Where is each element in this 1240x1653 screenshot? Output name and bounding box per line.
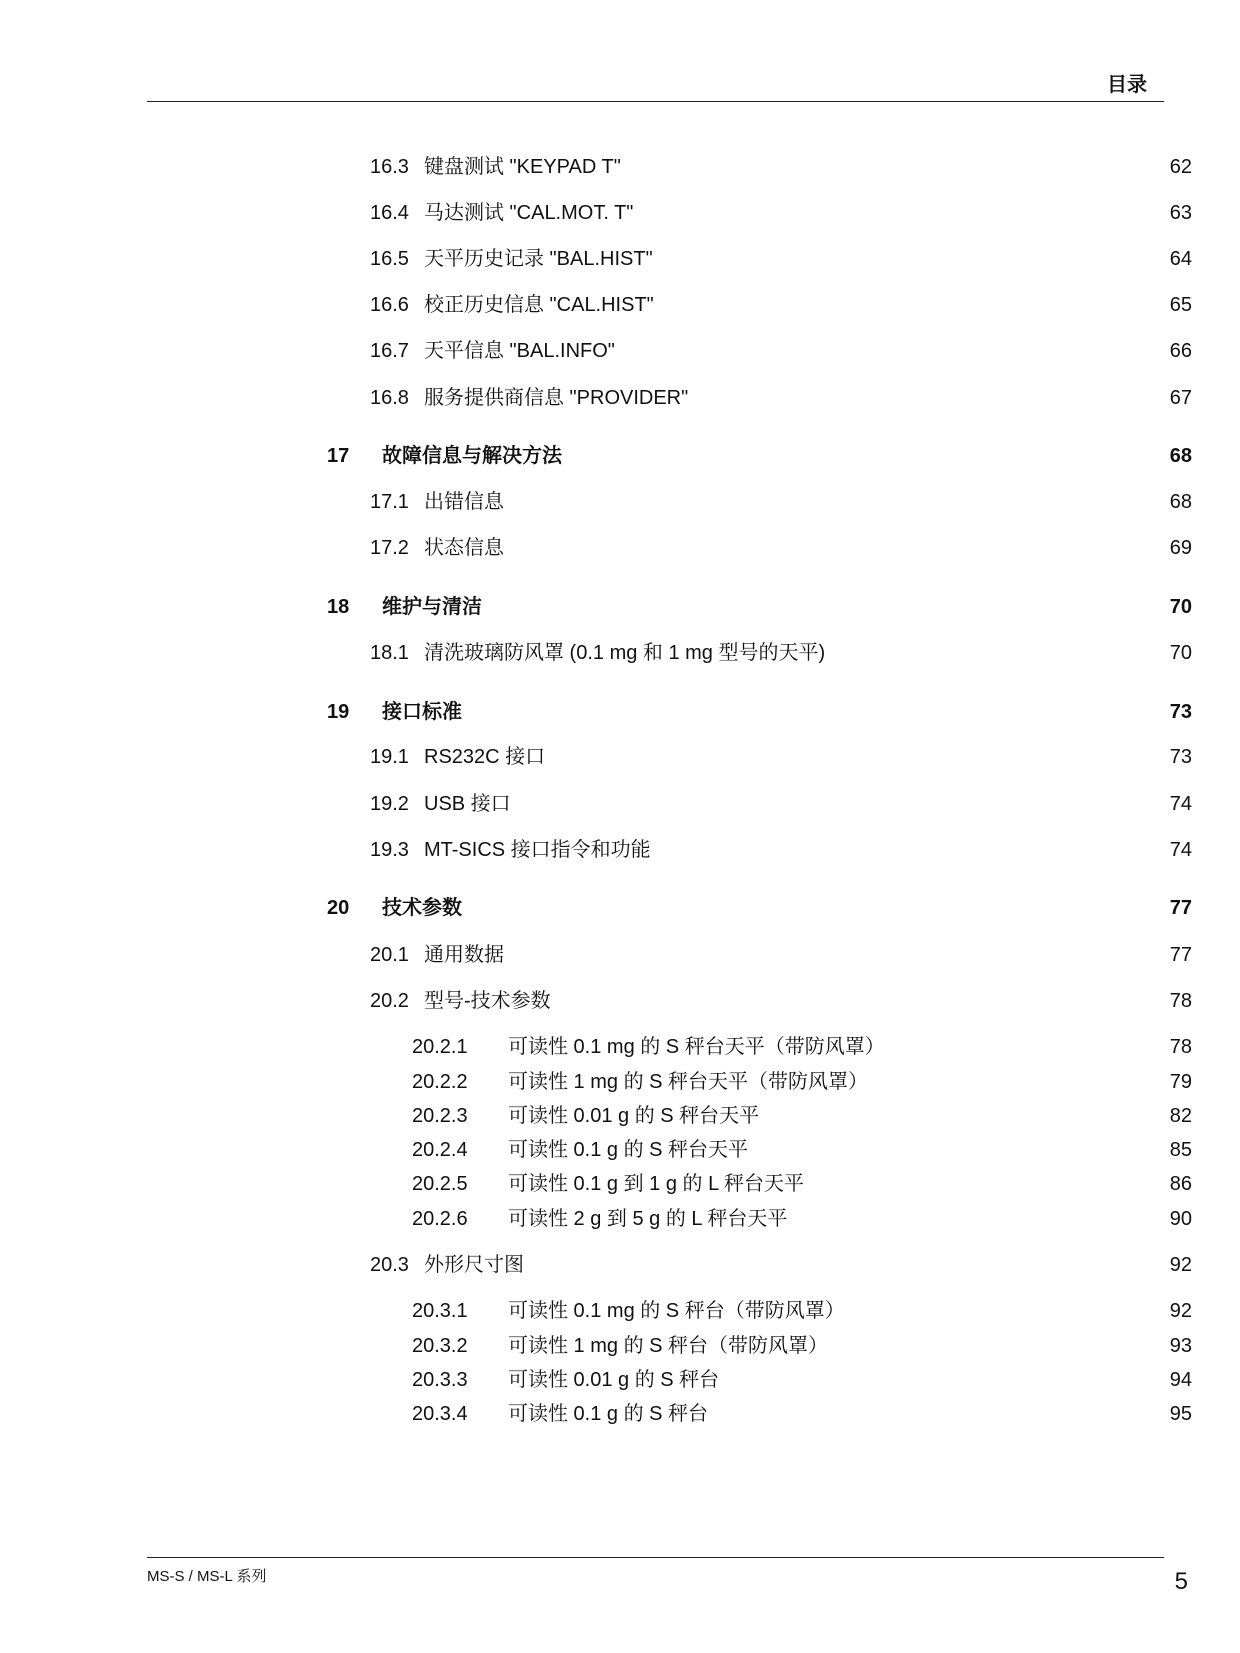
footer-series: MS-S / MS-L 系列 [147,1568,267,1585]
toc-entry-title: 状态信息 [424,537,504,559]
toc-entry-number: 20.2.6 [412,1208,468,1230]
toc-entry[interactable] [0,742,1240,772]
toc-entry-page: 86 [1169,1173,1192,1195]
toc-entry-page: 78 [1169,1036,1192,1058]
toc-entry[interactable] [0,244,1240,274]
toc-entry[interactable] [0,533,1240,563]
toc-entry-title: 故障信息与解决方法 [382,445,562,467]
toc-entry-page: 67 [1169,387,1192,409]
toc-entry-number: 17.2 [370,537,409,559]
toc-entry[interactable] [0,1250,1240,1280]
toc-entry-page: 62 [1169,156,1192,178]
toc-entry[interactable] [0,835,1240,865]
toc-entry-page: 82 [1169,1105,1192,1127]
toc-entry-page: 74 [1169,839,1192,861]
toc-entry-page: 73 [1169,746,1192,768]
toc-entry-number: 20.3.1 [412,1300,468,1322]
toc-entry[interactable] [0,441,1240,471]
toc-entry-title: 可读性 0.01 g 的 S 秤台天平 [508,1105,760,1127]
toc-entry-page: 94 [1169,1369,1192,1391]
toc-entry-number: 18 [327,596,350,618]
toc-entry-title: 可读性 0.01 g 的 S 秤台 [508,1369,720,1391]
toc-entry[interactable] [0,893,1240,923]
toc-entry-page: 70 [1169,596,1192,618]
toc-entry-number: 19.1 [370,746,409,768]
toc-entry-title: 清洗玻璃防风罩 (0.1 mg 和 1 mg 型号的天平) [424,642,826,664]
toc-entry[interactable] [0,1169,1240,1199]
toc-entry-number: 20.2.2 [412,1071,468,1093]
toc-entry-title: 马达测试 "CAL.MOT. T" [424,202,634,224]
toc-entry-title: 可读性 0.1 g 到 1 g 的 L 秤台天平 [508,1173,805,1195]
toc-entry-page: 69 [1169,537,1192,559]
toc-entry-number: 20.2.5 [412,1173,468,1195]
toc-entry-title: 可读性 1 mg 的 S 秤台（带防风罩） [508,1335,829,1357]
toc-entry-page: 64 [1169,248,1192,270]
toc-entry[interactable] [0,986,1240,1016]
toc-entry[interactable] [0,940,1240,970]
toc-entry-title: RS232C 接口 [424,746,546,768]
toc-entry[interactable] [0,383,1240,413]
toc-entry-title: 可读性 2 g 到 5 g 的 L 秤台天平 [508,1208,788,1230]
toc-entry-number: 20 [327,897,350,919]
toc-entry-number: 17 [327,445,350,467]
toc-entry-page: 65 [1169,294,1192,316]
footer-divider [147,1557,1164,1558]
toc-entry-title: 可读性 1 mg 的 S 秤台天平（带防风罩） [508,1071,869,1093]
toc-entry-page: 90 [1169,1208,1192,1230]
toc-entry-page: 77 [1169,897,1192,919]
toc-entry[interactable] [0,1296,1240,1326]
toc-entry-number: 20.2.1 [412,1036,468,1058]
toc-entry-page: 70 [1169,642,1192,664]
toc-entry-title: 出错信息 [424,491,504,513]
toc-entry-title: 可读性 0.1 g 的 S 秤台天平 [508,1139,749,1161]
toc-entry-title: 维护与清洁 [382,596,482,618]
toc-entry[interactable] [0,697,1240,727]
toc-entry-title: 校正历史信息 "CAL.HIST" [424,294,654,316]
toc-entry-number: 20.3.3 [412,1369,468,1391]
toc-entry[interactable] [0,1204,1240,1234]
toc-entry[interactable] [0,336,1240,366]
toc-entry-page: 95 [1169,1403,1192,1425]
toc-entry-number: 16.4 [370,202,409,224]
toc-entry-number: 20.2 [370,990,409,1012]
toc-entry-title: 天平历史记录 "BAL.HIST" [424,248,653,270]
toc-entry-title: 天平信息 "BAL.INFO" [424,340,615,362]
toc-entry-number: 16.3 [370,156,409,178]
toc-entry[interactable] [0,1067,1240,1097]
toc-entry-page: 92 [1169,1254,1192,1276]
toc-entry-number: 18.1 [370,642,409,664]
toc-entry-number: 16.8 [370,387,409,409]
toc-entry-title: 外形尺寸图 [424,1254,524,1276]
toc-entry-page: 78 [1169,990,1192,1012]
toc-entry[interactable] [0,152,1240,182]
toc-entry-title: 通用数据 [424,944,504,966]
header-divider [147,101,1164,102]
toc-entry-page: 93 [1169,1335,1192,1357]
toc-entry[interactable] [0,638,1240,668]
toc-entry[interactable] [0,592,1240,622]
toc-entry[interactable] [0,1101,1240,1131]
toc-entry[interactable] [0,198,1240,228]
toc-entry-page: 77 [1169,944,1192,966]
toc-entry[interactable] [0,290,1240,320]
toc-entry-title: 接口标准 [382,701,462,723]
toc-entry[interactable] [0,1032,1240,1062]
toc-entry[interactable] [0,487,1240,517]
toc-entry-number: 20.2.4 [412,1139,468,1161]
toc-entry-title: USB 接口 [424,793,511,815]
toc-entry-title: 可读性 0.1 mg 的 S 秤台（带防风罩） [508,1300,845,1322]
toc-entry-number: 16.6 [370,294,409,316]
toc-entry-number: 20.3 [370,1254,409,1276]
toc-entry-page: 66 [1169,340,1192,362]
toc-entry[interactable] [0,1399,1240,1429]
toc-entry-number: 19.3 [370,839,409,861]
toc-entry-title: 可读性 0.1 g 的 S 秤台 [508,1403,709,1425]
toc-entry-title: MT-SICS 接口指令和功能 [424,839,651,861]
footer-page-number: 5 [1174,1568,1188,1595]
toc-entry-title: 服务提供商信息 "PROVIDER" [424,387,689,409]
toc-entry-page: 85 [1169,1139,1192,1161]
toc-entry-title: 键盘测试 "KEYPAD T" [424,156,621,178]
toc-entry-number: 19.2 [370,793,409,815]
toc-entry-page: 79 [1169,1071,1192,1093]
toc-entry-number: 20.3.4 [412,1403,468,1425]
toc-entry-page: 92 [1169,1300,1192,1322]
toc-entry-number: 16.5 [370,248,409,270]
header-title: 目录 [1107,74,1147,96]
toc-entry-title: 型号-技术参数 [424,990,551,1012]
toc-entry-page: 68 [1169,491,1192,513]
toc-entry-number: 17.1 [370,491,409,513]
toc-entry[interactable] [0,1331,1240,1361]
toc-entry[interactable] [0,789,1240,819]
toc-entry-number: 20.1 [370,944,409,966]
toc-entry[interactable] [0,1365,1240,1395]
toc-entry-page: 74 [1169,793,1192,815]
toc-entry-number: 20.2.3 [412,1105,468,1127]
toc-entry-page: 63 [1169,202,1192,224]
toc-entry-number: 19 [327,701,350,723]
toc-entry-title: 可读性 0.1 mg 的 S 秤台天平（带防风罩） [508,1036,885,1058]
toc-entry-page: 73 [1169,701,1192,723]
toc-entry-page: 68 [1169,445,1192,467]
toc-entry-title: 技术参数 [382,897,462,919]
toc-entry[interactable] [0,1135,1240,1165]
toc-entry-number: 20.3.2 [412,1335,468,1357]
toc-entry-number: 16.7 [370,340,409,362]
